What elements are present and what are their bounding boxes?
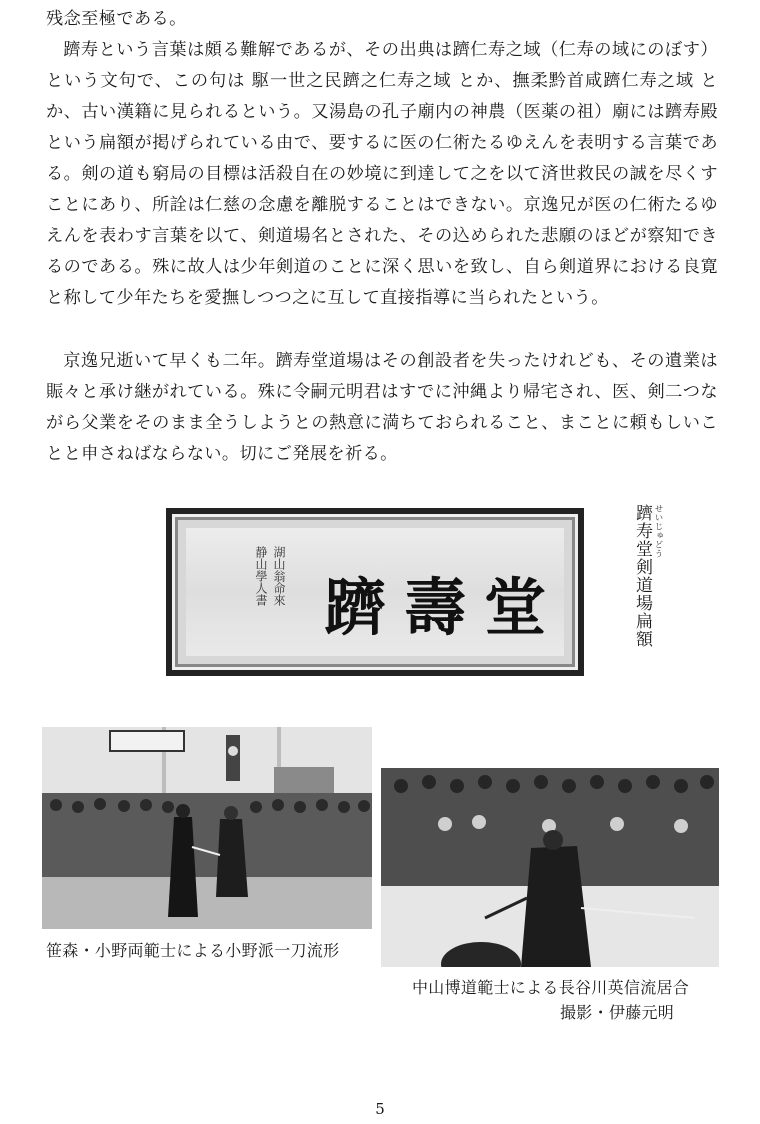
paragraph-1: 残念至極である。: [46, 9, 187, 29]
photo-right-caption: 中山博道範士による長谷川英信流居合: [412, 978, 690, 997]
photo-left-caption: 笹森・小野両範士による小野派一刀流形: [46, 941, 340, 960]
plaque-calligraphy: 躋壽堂: [324, 571, 565, 644]
page-number: 5: [375, 1100, 385, 1118]
photo-kata-scene: [42, 727, 372, 929]
photo-iai-scene: [381, 768, 719, 967]
plaque-inscription-2: 静山學人書: [254, 546, 268, 606]
photo-credit: 撮影・伊藤元明: [560, 1003, 675, 1022]
plaque-inscription-1: 湖山翁命來: [272, 546, 286, 606]
plaque-caption: 躋寿堂剣道場扁額: [632, 504, 652, 648]
plaque-image: [166, 508, 584, 676]
paragraph-3: 京逸兄逝いて早くも二年。躋寿堂道場はその創設者を失ったけれども、その遺業は賑々と承け継がれている。殊に令嗣元明君はすでに沖縄より帰宅され、医、剣二つながら父業をそのまま全うしようとの熱意に満ちておられること、まことに頼もしいことと申さねばならない。切にご発展を祈る。: [46, 351, 718, 464]
paragraph-2: 躋寿という言葉は頗る難解であるが、その出典は躋仁寿之域（仁寿の域にのぼす）という文句で、この句は 駆一世之民躋之仁寿之域 とか、撫柔黔首咸躋仁寿之域 とか、古い漢籍に見られるという。又湯島の孔子廟内の神農（医薬の祖）廟には躋寿殿という扁額が掲げられている由で、要するに医の仁術たるゆえんを表明する言葉である。剣の道も窮局の目標は活殺自在の妙境に到達して之を以て済世救民の誠を尽くすことにあり、所詮は仁慈の念慮を離脱することはできない。京逸兄が医の仁術たるゆえんを表わす言葉を以て、剣道場名とされた、その込められた悲願のほどが察知できるのである。殊に故人は少年剣道のことに深く思いを致し、自ら剣道界における良寛と称して少年たちを愛撫しつつ之に互して直接指導に当られたという。: [46, 40, 718, 308]
plaque-board: [186, 528, 564, 656]
plaque-caption-ruby: せいじゅどう: [653, 504, 663, 558]
photo-iai-demonstration: [381, 768, 719, 967]
photo-kata-demonstration: [42, 727, 372, 929]
